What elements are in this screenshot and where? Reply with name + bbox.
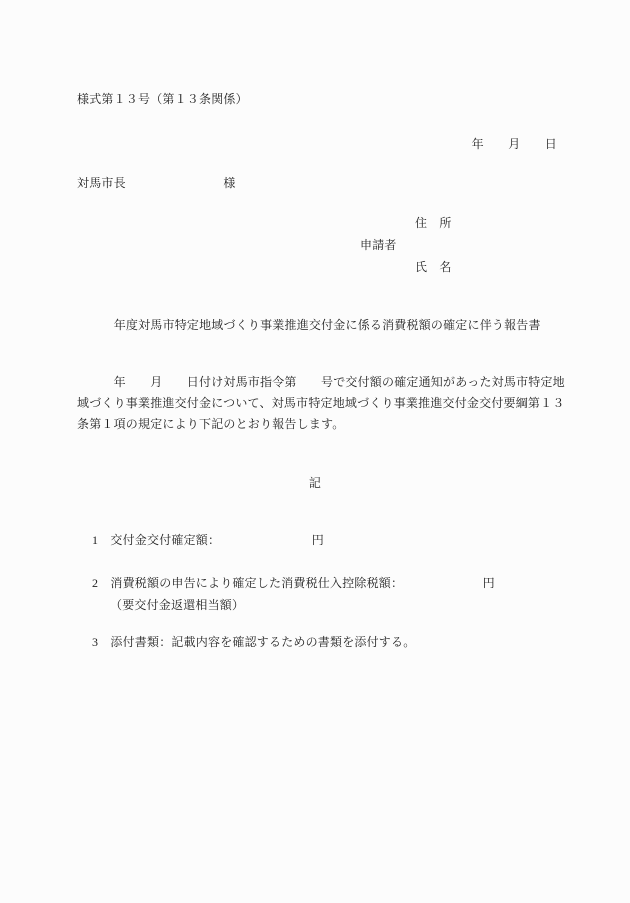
document-title: 年度対馬市特定地域づくり事業推進交付金に係る消費税額の確定に伴う報告書 bbox=[89, 318, 541, 332]
list-item-2: 2 消費税額の申告により確定した消費税仕入控除税額： 円 bbox=[92, 576, 495, 590]
applicant-name-label: 氏 名 bbox=[415, 260, 452, 274]
applicant-address-label: 住 所 bbox=[415, 216, 452, 230]
record-marker: 記 bbox=[308, 476, 322, 490]
body-paragraph-line: 域づくり事業推進交付金について、対馬市特定地域づくり事業推進交付金交付要綱第１３ bbox=[77, 396, 565, 410]
list-item-2-note: （要交付金返還相当額） bbox=[110, 598, 245, 612]
body-paragraph-line: 条第１項の規定により下記のとおり報告します。 bbox=[77, 417, 345, 431]
date-line: 年 月 日 bbox=[471, 137, 557, 151]
applicant-role-label: 申請者 bbox=[360, 238, 397, 252]
addressee-line: 対馬市長 様 bbox=[77, 176, 236, 190]
list-item-1: 1 交付金交付確定額： 円 bbox=[92, 533, 325, 547]
body-paragraph-line: 年 月 日付け対馬市指令第 号で交付額の確定通知があった対馬市特定地 bbox=[77, 375, 565, 389]
list-item-3: 3 添付書類：記載内容を確認するための書類を添付する。 bbox=[92, 635, 416, 649]
form-number: 様式第１３号（第１３条関係） bbox=[77, 92, 248, 106]
